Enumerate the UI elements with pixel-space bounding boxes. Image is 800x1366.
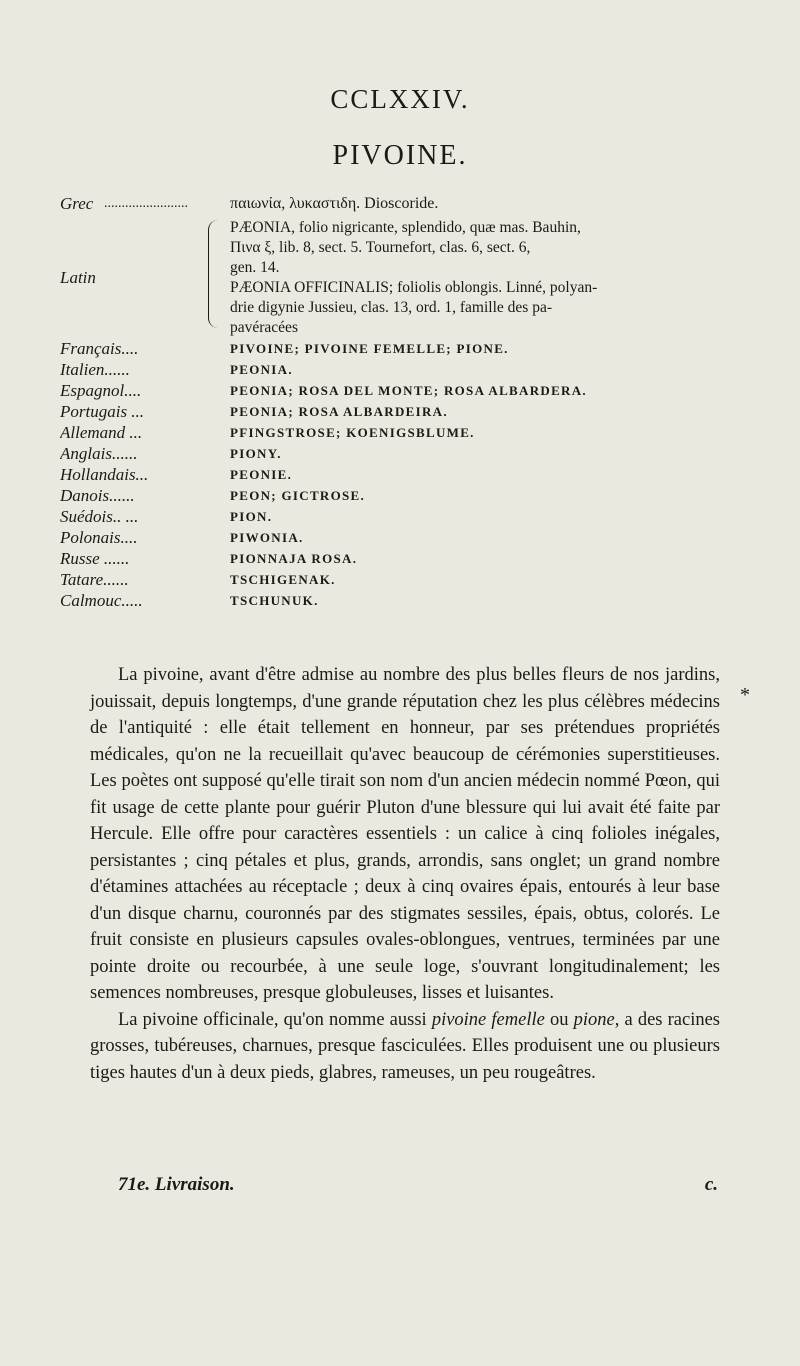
emphasis-term: pione [573, 1009, 615, 1030]
vernacular-value: PION. [230, 509, 273, 524]
page-title: PIVOINE. [332, 140, 468, 171]
latin-label: Latin [60, 268, 96, 287]
vernacular-row [60, 380, 770, 401]
paragraph-2 [90, 1007, 720, 1087]
vernacular-row [60, 464, 770, 485]
vernacular-value: PEONIA; ROSA ALBARDEIRA. [230, 404, 448, 419]
vernacular-value: TSCHUNUK. [230, 593, 319, 608]
language-label: Calmouc..... [60, 591, 143, 610]
vernacular-row [60, 506, 770, 527]
language-label: Hollandais... [60, 465, 149, 484]
brace-mark [208, 220, 223, 328]
asterisk-mark: * [740, 684, 750, 706]
vernacular-row [60, 569, 770, 590]
language-label: Portugais ... [60, 402, 145, 421]
greek-value: παιωνία, λυκαστιδη. Dioscoride. [230, 195, 439, 212]
page-number: CCLXXIV. [330, 84, 470, 114]
vernacular-value: PIONNAJA ROSA. [230, 551, 358, 566]
vernacular-value: PFINGSTROSE; KOENIGSBLUME. [230, 425, 475, 440]
latin-line: gen. 14. [230, 259, 280, 276]
vernacular-value: TSCHIGENAK. [230, 572, 336, 587]
language-label: Espagnol.... [60, 381, 142, 400]
language-label: Russe ...... [60, 549, 130, 568]
text-span: La pivoine officinale, qu'on nomme aussi [118, 1009, 432, 1030]
body-text [90, 662, 720, 1086]
language-label: Italien...... [60, 360, 130, 379]
language-label: Tatare...... [60, 570, 129, 589]
vernacular-value: PEONIA; ROSA DEL MONTE; ROSA ALBARDERA. [230, 383, 587, 398]
language-label: Français.... [60, 339, 139, 358]
names-table [60, 194, 770, 611]
vernacular-row [60, 422, 770, 443]
language-label: Polonais.... [60, 528, 138, 547]
latin-line: pavéracées [230, 319, 298, 336]
vernacular-value: PIVOINE; PIVOINE FEMELLE; PIONE. [230, 341, 509, 356]
vernacular-value: PIWONIA. [230, 530, 304, 545]
vernacular-row [60, 527, 770, 548]
emphasis-term: pivoine femelle [431, 1009, 545, 1030]
vernacular-value: PEONIA. [230, 362, 293, 377]
language-label: Anglais...... [60, 444, 138, 463]
signature-mark: c. [704, 1174, 718, 1195]
vernacular-row [60, 485, 770, 506]
latin-name-block [60, 214, 770, 338]
vernacular-row [60, 443, 770, 464]
vernacular-list [60, 338, 770, 611]
text-span: , a des racines grosses, tubéreuses, charnues, presque fasciculées. Elles produisent une ou plusieurs tiges hautes d'un à deux pieds, glabres, rameuses, un peu rougeâtres. [90, 1009, 721, 1083]
latin-line: PÆONIA, folio nigricante, splendido, quæ mas. Bauhin, [230, 219, 581, 236]
language-label: Danois...... [60, 486, 135, 505]
greek-dots: ........................ [104, 196, 188, 211]
vernacular-row [60, 590, 770, 611]
latin-line: PÆONIA OFFICINALIS; foliolis oblongis. Linné, polyan- [230, 279, 598, 296]
language-label: Suédois.. ... [60, 507, 139, 526]
greek-label: Grec [60, 194, 94, 213]
vernacular-row [60, 338, 770, 359]
text-span: ou [544, 1009, 574, 1030]
latin-line: Πινα ξ, lib. 8, sect. 5. Tournefort, clas. 6, sect. 6, [230, 239, 531, 256]
vernacular-row [60, 401, 770, 422]
vernacular-value: PEONIE. [230, 467, 293, 482]
vernacular-value: PIONY. [230, 446, 282, 461]
issue-number: 71e. Livraison. [118, 1174, 235, 1195]
vernacular-row [60, 548, 770, 569]
vernacular-value: PEON; GICTROSE. [230, 488, 366, 503]
latin-line: drie digynie Jussieu, clas. 13, ord. 1, famille des pa- [230, 299, 552, 316]
paragraph-1: La pivoine, avant d'être admise au nombre des plus belles fleurs de nos jardins, jouissait, depuis longtemps, d'une grande réputation chez les plus célèbres médecins de l'antiquité : elle était tellement en honneur, par ses prétendues propriétés médicales, qu'on ne la recueillait qu'avec beaucoup de cérémonies superstitieuses. Les poètes ont supposé qu'elle tirait son nom d'un ancien médecin nommé Pœon, qui fit usage de cette plante pour guérir Pluton d'une blessure qui lui avait été faite par Hercule. Elle offre pour caractères essentiels : un calice à cinq folioles inégales, persistantes ; cinq pétales et plus, grands, arrondis, sans onglet; un grand nombre d'étamines attachées au réceptacle ; deux à cinq ovaires épais, entourés à leur base d'un disque charnu, couronnés par des stigmates sessiles, épais, obtus, colorés. Le fruit consiste en plusieurs capsules ovales-oblongues, ventrues, terminées par une pointe droite ou recourbée, à une seule loge, s'ouvrant longitudinalement; les semences nombreuses, presque globuleuses, lisses et luisantes. [90, 665, 720, 1003]
latin-lines [230, 218, 775, 338]
greek-name-row [60, 194, 770, 214]
vernacular-row [60, 359, 770, 380]
language-label: Allemand ... [60, 423, 143, 442]
